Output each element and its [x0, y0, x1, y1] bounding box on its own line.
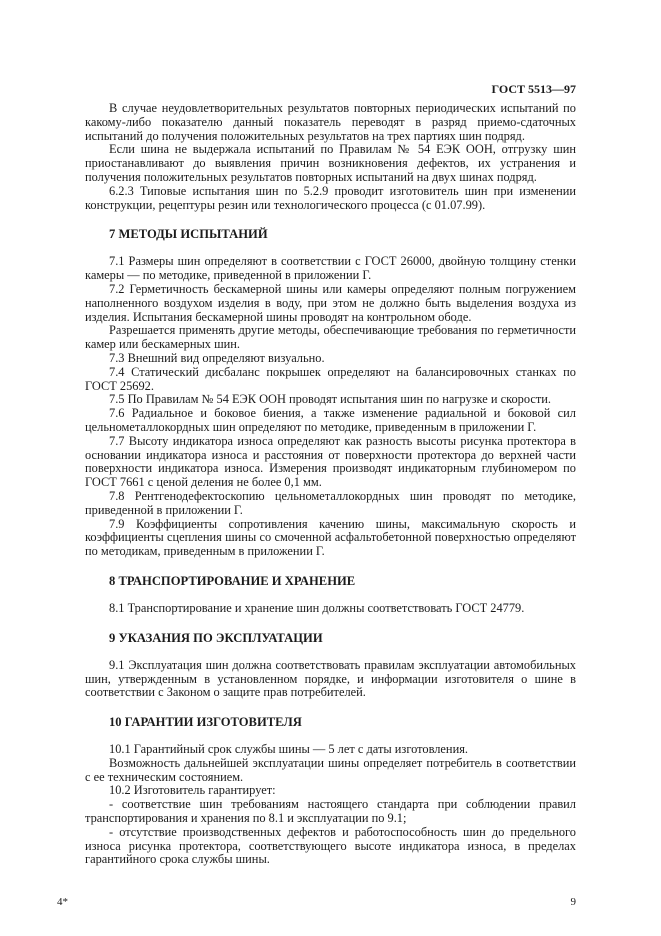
section-heading-test-methods: 7 МЕТОДЫ ИСПЫТАНИЙ: [109, 227, 268, 242]
paragraph: 7.3 Внешний вид определяют визуально.: [109, 350, 325, 365]
paragraph: 7.8 Рентгенодефектоскопию цельнометаллокордных шин проводят по методике, приведенной в приложении Г.: [85, 488, 576, 517]
paragraph: Возможность дальнейшей эксплуатации шины определяет потребитель в соответствии с ее техническим состоянием.: [85, 755, 576, 784]
paragraph: 7.6 Радиальное и боковое биения, а также изменение радиальной и боковой сил цельнометаллокордных шин определяют по методике, приведенным в приложении Г.: [85, 406, 576, 434]
paragraph: 10.2 Изготовитель гарантирует:: [109, 783, 276, 798]
page-footer: [57, 896, 576, 908]
section-heading-warranty: 10 ГАРАНТИИ ИЗГОТОВИТЕЛЯ: [109, 715, 302, 730]
page-header: [85, 82, 576, 96]
paragraph: В случае неудовлетворительных результатов повторных периодических испытаний по какому-либо показателю данный показатель переводят в разряд приемо-сдаточных испытаний до получения положительных результатов на трех партиях шин подряд.: [85, 101, 576, 143]
document-number: ГОСТ 5513—97: [491, 82, 576, 96]
paragraph: 8.1 Транспортирование и хранение шин должны соответствовать ГОСТ 24779.: [109, 600, 525, 615]
page-number: 9: [570, 896, 576, 908]
paragraph: - соответствие шин требованиям настоящего стандарта при соблюдении правил транспортирования и хранения по 8.1 и эксплуатации по 9.1;: [85, 797, 576, 826]
paragraph: Разрешается применять другие методы, обеспечивающие требования по герметичности камер или бескамерных шин.: [85, 323, 576, 352]
paragraph: 7.2 Герметичность бескамерной шины или камеры определяют полным погружением наполненного воздухом изделия в воду, при этом не должно быть выделения воздуха из изделия. Испытания бескамерной шины проводят на контрольном ободе.: [85, 281, 576, 324]
paragraph: Если шина не выдержала испытаний по Правилам № 54 ЕЭК ООН, отгрузку шин приостанавливают до выявления причин возникновения дефектов, их устранения и получения положительных результатов повторных испытаний на двух шинах подряд.: [85, 142, 576, 184]
paragraph: 10.1 Гарантийный срок службы шины — 5 лет с даты изготовления.: [109, 742, 468, 757]
section-heading-operation: 9 УКАЗАНИЯ ПО ЭКСПЛУАТАЦИИ: [109, 630, 323, 645]
paragraph: 7.5 По Правилам № 54 ЕЭК ООН проводят испытания шин по нагрузке и скорости.: [109, 392, 552, 407]
document-body: [85, 102, 576, 867]
signature-mark: 4*: [57, 896, 68, 908]
paragraph: 7.9 Коэффициенты сопротивления качению шины, максимальную скорость и коэффициенты сцепления шины со смоченной асфальтобетонной поверхностью определяют по методикам, приведенным в приложении Г.: [85, 516, 576, 559]
paragraph: 9.1 Эксплуатация шин должна соответствовать правилам эксплуатации автомобильных шин, утвержденным в установленном порядке, и информации изготовителя о шине в соответствии с Законом о защите прав потребителей.: [85, 657, 576, 700]
paragraph: 7.7 Высоту индикатора износа определяют как разность высоты рисунка протектора в основании индикатора износа и расстояния от поверхности протектора до верхней части поверхности индикатора износа. Измерения производят индикаторным глубиномером по ГОСТ 7661 с ценой деления не более 0,1 мм.: [85, 433, 576, 490]
paragraph: - отсутствие производственных дефектов и работоспособность шин до предельного износа рисунка протектора, соответствующего высоте индикатора износа, в пределах гарантийного срока службы шины.: [85, 824, 576, 867]
section-heading-transport-storage: 8 ТРАНСПОРТИРОВАНИЕ И ХРАНЕНИЕ: [109, 573, 356, 588]
paragraph: 7.4 Статический дисбаланс покрышек определяют на балансировочных станках по ГОСТ 25692.: [85, 364, 576, 393]
paragraph: 7.1 Размеры шин определяют в соответствии с ГОСТ 26000, двойную толщину стенки камеры — по методике, приведенной в приложении Г.: [85, 254, 576, 283]
paragraph: 6.2.3 Типовые испытания шин по 5.2.9 проводит изготовитель шин при изменении конструкции, рецептуры резин или технологического процесса (с 01.07.99).: [85, 183, 576, 212]
